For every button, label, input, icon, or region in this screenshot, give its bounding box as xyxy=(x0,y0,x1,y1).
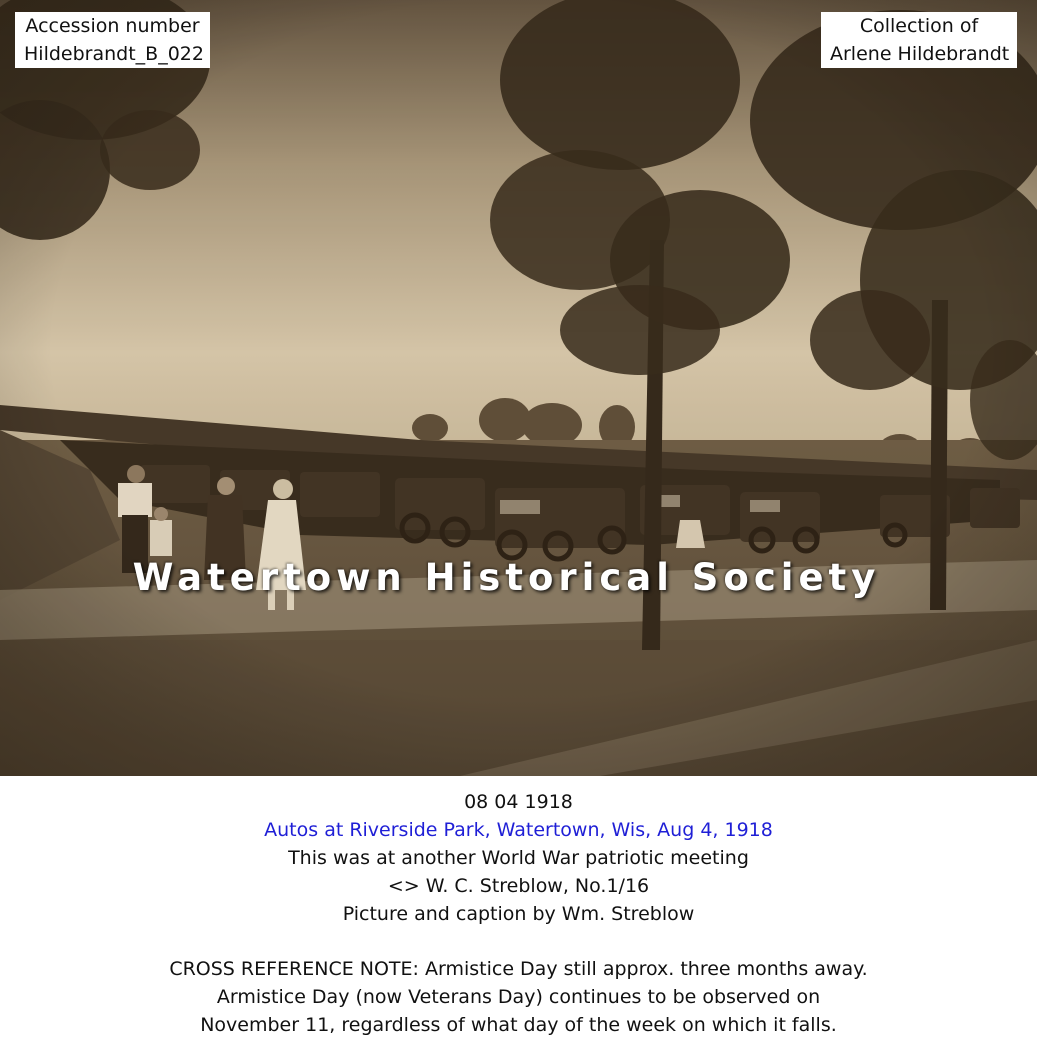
caption-line-2: <> W. C. Streblow, No.1/16 xyxy=(387,875,650,897)
collection-label: Collection of xyxy=(859,15,979,37)
accession-label: Accession number xyxy=(25,15,200,37)
watermark-text: Watertown Historical Society xyxy=(132,556,881,599)
cross-reference-note-1: CROSS REFERENCE NOTE: Armistice Day still approx. three months away. xyxy=(169,958,868,980)
caption-line-1: This was at another World War patriotic meeting xyxy=(288,847,749,869)
caption-date: 08 04 1918 xyxy=(464,791,573,813)
cross-reference-note-3: November 11, regardless of what day of the week on which it falls. xyxy=(200,1014,837,1036)
accession-label-box xyxy=(15,12,210,68)
collection-label-box xyxy=(821,12,1017,68)
caption-spacer xyxy=(0,928,1037,955)
caption-title: Autos at Riverside Park, Watertown, Wis, Aug 4, 1918 xyxy=(264,819,773,841)
collection-owner: Arlene Hildebrandt xyxy=(830,43,1010,65)
caption-line-3: Picture and caption by Wm. Streblow xyxy=(342,903,695,925)
photo-caption xyxy=(0,788,1037,1039)
cross-reference-note-2: Armistice Day (now Veterans Day) continues to be observed on xyxy=(216,986,821,1008)
accession-id: Hildebrandt_B_022 xyxy=(24,43,204,65)
